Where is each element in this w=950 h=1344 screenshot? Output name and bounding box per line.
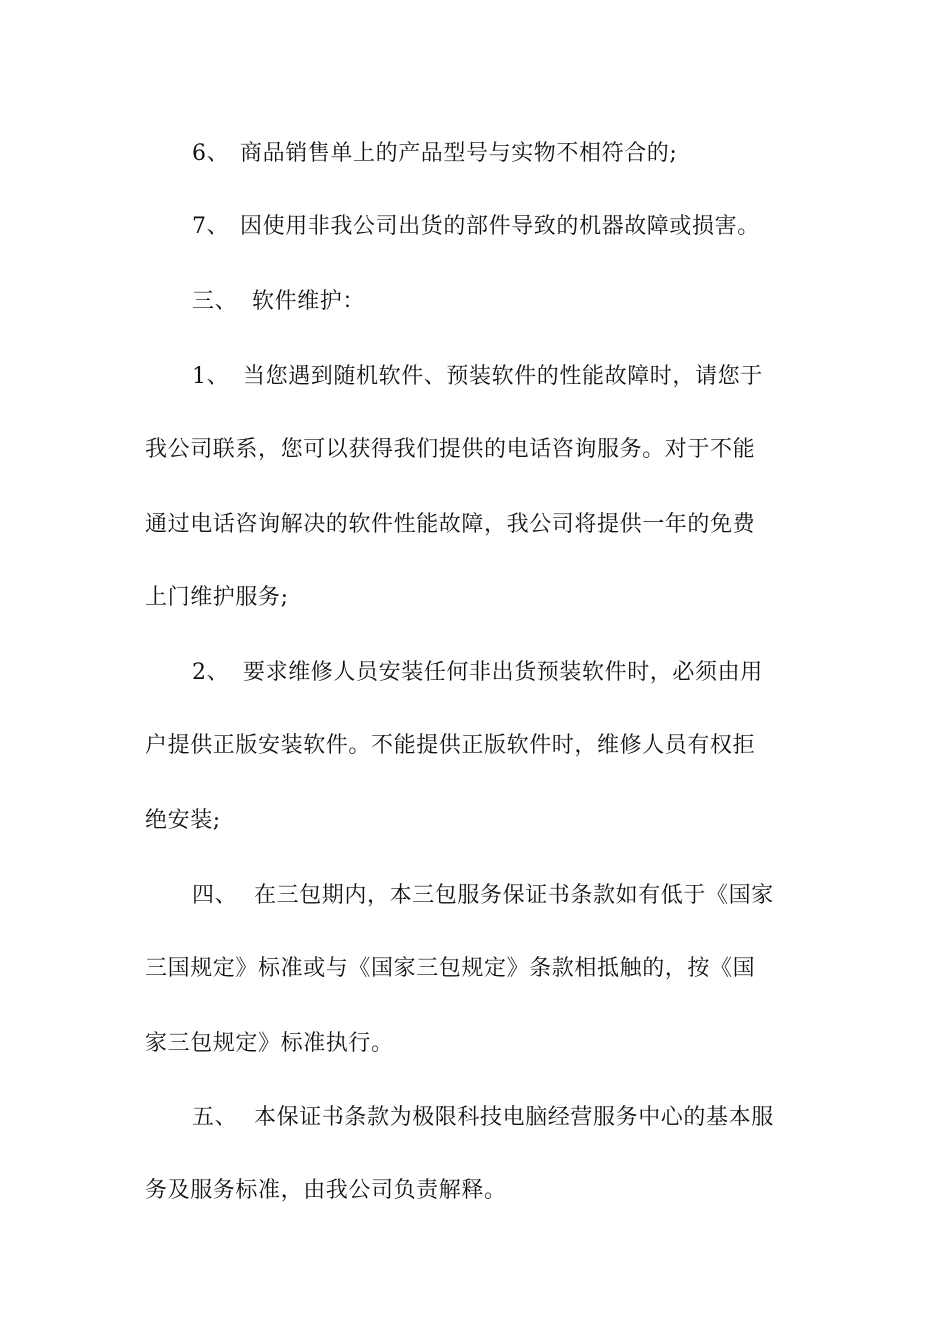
- section-heading-3: [192, 287, 365, 317]
- list-number: 2、: [192, 660, 230, 685]
- section-heading-4: [192, 881, 774, 911]
- paragraph-continuation: 三国规定》标准或与《国家三包规定》条款相抵触的，按《国: [145, 956, 756, 981]
- list-number: 1、: [192, 364, 230, 389]
- paragraph-continuation: 户提供正版安装软件。不能提供正版软件时，维修人员有权拒: [145, 733, 756, 758]
- section-number: 四、: [192, 883, 238, 908]
- section-number: 五、: [192, 1105, 238, 1130]
- paragraph-continuation: 家三包规定》标准执行。: [145, 1031, 394, 1056]
- paragraph-continuation: 上门维护服务;: [145, 585, 289, 610]
- section-title: 软件维护：: [252, 289, 366, 314]
- paragraph-text: 要求维修人员安装任何非出货预装软件时，必须由用: [243, 660, 763, 685]
- list-text: 商品销售单上的产品型号与实物不相符合的;: [240, 141, 678, 166]
- paragraph-software-2: [192, 658, 763, 688]
- paragraph-continuation: 我公司联系，您可以获得我们提供的电话咨询服务。对于不能: [145, 437, 756, 462]
- list-number: 6、: [192, 141, 230, 166]
- section-number: 三、: [192, 289, 238, 314]
- list-text: 因使用非我公司出货的部件导致的机器故障或损害。: [240, 214, 760, 239]
- list-item-6: [192, 139, 677, 169]
- section-heading-5: [192, 1103, 774, 1133]
- paragraph-text: 当您遇到随机软件、预装软件的性能故障时，请您于: [243, 364, 763, 389]
- paragraph-continuation: 绝安装;: [145, 808, 221, 833]
- list-number: 7、: [192, 214, 230, 239]
- paragraph-continuation: 务及服务标准，由我公司负责解释。: [145, 1178, 507, 1203]
- paragraph-continuation: 通过电话咨询解决的软件性能故障，我公司将提供一年的免费: [145, 512, 756, 537]
- paragraph-software-1: [192, 362, 763, 392]
- list-item-7: [192, 212, 760, 242]
- paragraph-text: 本保证书条款为极限科技电脑经营服务中心的基本服: [254, 1105, 774, 1130]
- paragraph-text: 在三包期内，本三包服务保证书条款如有低于《国家: [254, 883, 774, 908]
